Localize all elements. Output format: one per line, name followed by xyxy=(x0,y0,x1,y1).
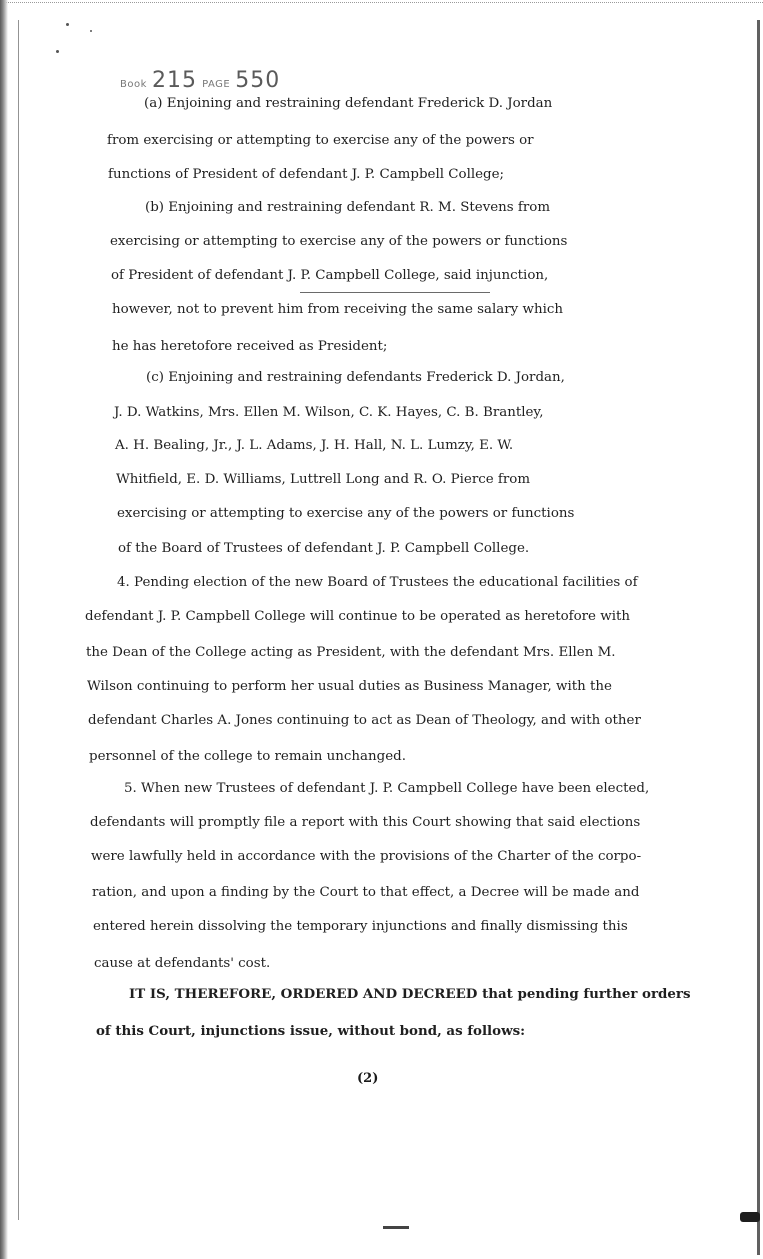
text-line: A. H. Bealing, Jr., J. L. Adams, J. H. Hall, N. L. Lumzy, E. W. xyxy=(115,438,514,453)
text-line: defendants will promptly file a report with this Court showing that said elections xyxy=(90,815,641,830)
text-line: of this Court, injunctions issue, without bond, as follows: xyxy=(96,1023,526,1039)
text-line: Whitfield, E. D. Williams, Luttrell Long and R. O. Pierce from xyxy=(116,472,531,487)
text-line: 4. Pending election of the new Board of Trustees the educational facilities of xyxy=(117,575,638,590)
scan-edge-left xyxy=(0,0,8,1259)
scan-line-left xyxy=(18,20,19,1220)
text-line: from exercising or attempting to exercise any of the powers or xyxy=(107,133,534,148)
text-line: of President of defendant J. P. Campbell College, said injunction, xyxy=(111,268,549,283)
text-line: (b) Enjoining and restraining defendant R. M. Stevens from xyxy=(145,200,551,215)
book-label: Book xyxy=(120,79,147,90)
underline-mark xyxy=(300,292,490,293)
page-footer-number: (2) xyxy=(357,1071,379,1086)
text-line: (a) Enjoining and restraining defendant Frederick D. Jordan xyxy=(144,96,553,111)
book-page-reference xyxy=(120,68,280,93)
page-label: PAGE xyxy=(202,79,231,90)
scan-speck xyxy=(56,50,59,53)
scan-mark-right xyxy=(740,1212,760,1222)
text-line: functions of President of defendant J. P. Campbell College; xyxy=(108,167,505,182)
text-line: he has heretofore received as President; xyxy=(112,339,388,354)
text-line: of the Board of Trustees of defendant J. P. Campbell College. xyxy=(118,541,530,556)
text-line: entered herein dissolving the temporary injunctions and finally dismissing this xyxy=(93,919,628,934)
scan-border-top xyxy=(0,2,763,3)
text-line: 5. When new Trustees of defendant J. P. Campbell College have been elected, xyxy=(124,781,650,796)
scan-mark-bottom xyxy=(383,1226,409,1229)
page-number-stamp: 550 xyxy=(235,68,281,93)
scan-speck xyxy=(66,23,69,26)
text-line: exercising or attempting to exercise any of the powers or functions xyxy=(110,234,568,249)
text-line: J. D. Watkins, Mrs. Ellen M. Wilson, C. K. Hayes, C. B. Brantley, xyxy=(114,405,544,420)
text-line: defendant J. P. Campbell College will continue to be operated as heretofore with xyxy=(85,609,630,624)
text-line: the Dean of the College acting as President, with the defendant Mrs. Ellen M. xyxy=(86,645,616,660)
text-line: exercising or attempting to exercise any of the powers or functions xyxy=(117,506,575,521)
scan-speck xyxy=(90,30,92,32)
text-line: personnel of the college to remain unchanged. xyxy=(89,749,406,764)
text-line: IT IS, THEREFORE, ORDERED AND DECREED that pending further orders xyxy=(129,986,691,1002)
text-line: Wilson continuing to perform her usual duties as Business Manager, with the xyxy=(87,679,612,694)
book-number: 215 xyxy=(151,68,197,93)
text-line: ration, and upon a finding by the Court to that effect, a Decree will be made and xyxy=(92,885,640,900)
text-line: cause at defendants' cost. xyxy=(94,956,271,971)
text-line: defendant Charles A. Jones continuing to act as Dean of Theology, and with other xyxy=(88,713,641,728)
scan-line-right xyxy=(757,20,760,1255)
text-line: however, not to prevent him from receiving the same salary which xyxy=(112,302,563,317)
text-line: (c) Enjoining and restraining defendants Frederick D. Jordan, xyxy=(146,370,565,385)
text-line: were lawfully held in accordance with the provisions of the Charter of the corpo- xyxy=(91,849,642,864)
